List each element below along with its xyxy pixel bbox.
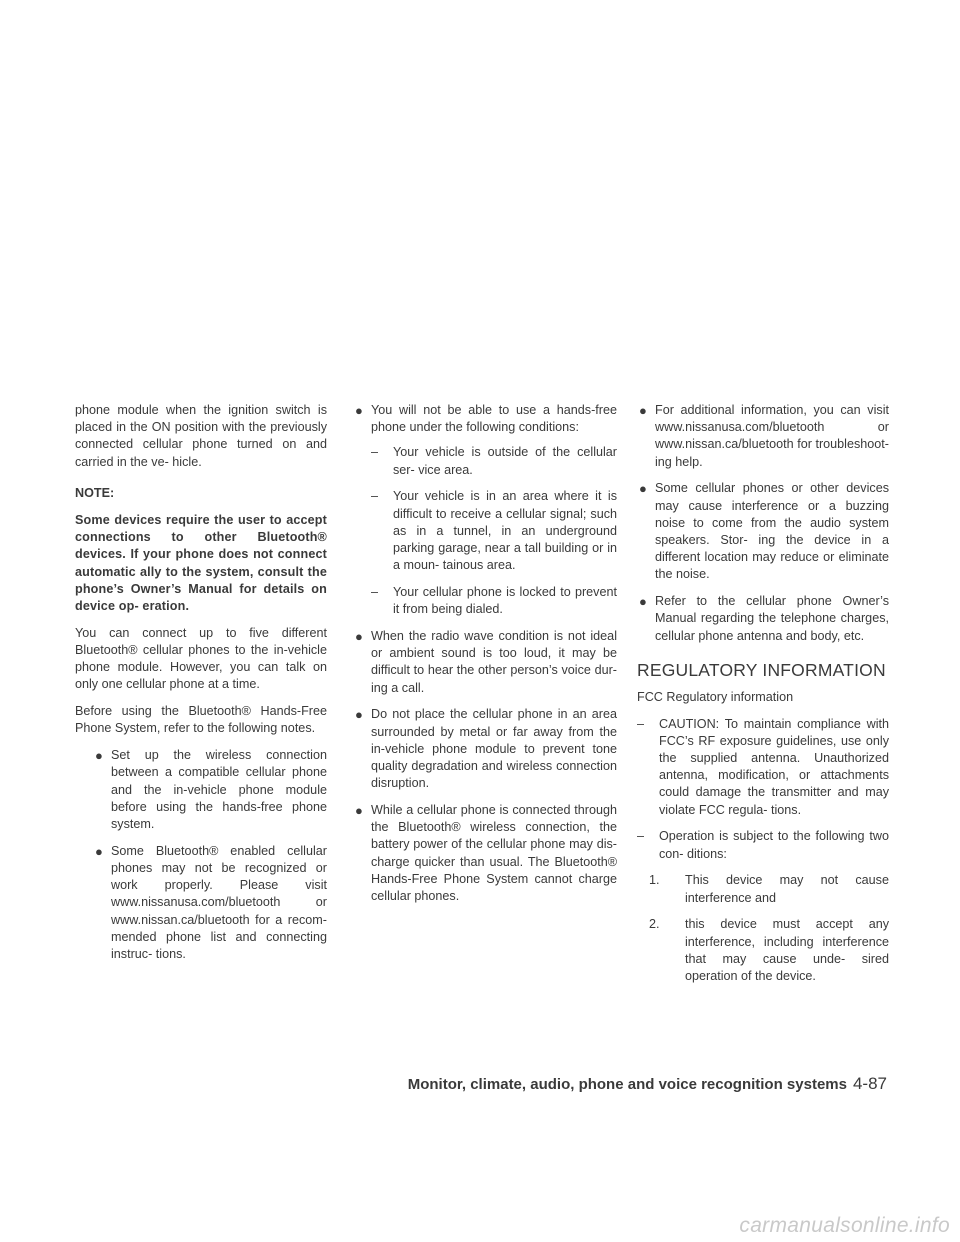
- bullet-icon: ●: [355, 403, 363, 418]
- column-middle: [353, 402, 617, 915]
- numbered-text: this device must accept any interference, including interference that may cause unde- sired operation of the device.: [685, 917, 889, 984]
- dash-text: Operation is subject to the following two con- ditions:: [659, 829, 889, 861]
- bullet-text: Some cellular phones or other devices may cause interference or a buzzing noise to come from the audio system speakers. Stor- ing the device in a different location may reduce or eliminate the noise.: [655, 481, 889, 582]
- bullet-text: Refer to the cellular phone Owner’s Manual regarding the telephone charges, cellular phone antenna and body, etc.: [655, 594, 889, 643]
- page-footer: [408, 1074, 887, 1094]
- item-number: 1.: [649, 873, 660, 888]
- dash-text: Your vehicle is in an area where it is difficult to receive a cellular signal; such as in a tunnel, in an underground parking garage, near a tall building or in a moun- tainous area.: [393, 489, 617, 573]
- note-heading: NOTE:: [75, 485, 115, 500]
- watermark: carmanualsonline.info: [739, 1214, 950, 1237]
- page-number: 4-87: [852, 1074, 887, 1093]
- dash-icon: –: [637, 716, 645, 731]
- bullet-item: [637, 480, 889, 583]
- bullet-item: [353, 628, 617, 697]
- dash-icon: –: [371, 489, 379, 504]
- section-heading: REGULATORY INFORMATION: [637, 659, 886, 680]
- numbered-item: [649, 872, 889, 906]
- dash-item: [371, 584, 617, 618]
- bullet-item: [353, 802, 617, 905]
- item-number: 2.: [649, 917, 660, 932]
- bullet-icon: ●: [95, 843, 103, 859]
- bullet-text: When the radio wave condition is not ideal or ambient sound is too loud, it may be difficult to hear the other person’s voice dur- ing a call.: [371, 629, 617, 695]
- bullet-icon: ●: [355, 707, 363, 723]
- bullet-text: While a cellular phone is connected through the Bluetooth® wireless connection, the battery power of the cellular phone may dis- charge quicker than usual. The Bluetooth® Hands-Free Phone System cannot charge cellular phones.: [371, 803, 617, 904]
- column-left: [75, 402, 327, 973]
- dash-item: [637, 828, 889, 862]
- bullet-icon: ●: [355, 803, 363, 819]
- bullet-item: [353, 706, 617, 792]
- dash-text: Your cellular phone is locked to prevent it from being dialed.: [393, 585, 617, 617]
- column-right: [637, 402, 889, 995]
- bullet-text: Some Bluetooth® enabled cellular phones may not be recognized or work properly. Please visit www.nissanusa.com/bluetooth or www.nissan.ca/bluetooth for a recom- mended phone list and connecting instruc- tions.: [111, 843, 327, 962]
- bullet-text: For additional information, you can visit www.nissanusa.com/bluetooth or www.nissan.ca/bluetooth for troubleshoot- ing help.: [655, 403, 889, 469]
- bullet-icon: ●: [355, 629, 363, 645]
- numbered-item: [649, 916, 889, 985]
- dash-icon: –: [371, 585, 379, 600]
- dash-text: CAUTION: To maintain compliance with FCC’s RF exposure guidelines, use only the supplied antenna. Unauthorized antenna, modification, or attachments could damage the transmitter and may violate FCC regula- tions.: [659, 716, 889, 817]
- note-body: Some devices require the user to accept connections to other Bluetooth® devices. If your phone does not connect automatic ally to the system, consult the phone’s Owner’s Manual for details on device op- eration.: [75, 513, 327, 614]
- bullet-icon: ●: [95, 748, 103, 764]
- fcc-label: FCC Regulatory information: [637, 689, 794, 704]
- dash-text: Your vehicle is outside of the cellular ser- vice area.: [393, 445, 617, 477]
- paragraph-intro: phone module when the ignition switch is placed in the ON position with the previously connected cellular phone turned on and carried in the ve- hicle.: [75, 403, 327, 469]
- bullet-item: [637, 593, 889, 645]
- bullet-icon: ●: [639, 403, 647, 418]
- dash-icon: –: [637, 829, 645, 844]
- bullet-item: [353, 402, 617, 436]
- paragraph-connect: You can connect up to five different Bluetooth® cellular phones to the in-vehicle phone module. However, you can talk on only one cellular phone at a time.: [75, 625, 327, 692]
- dash-item: [371, 444, 617, 478]
- bullet-text: You will not be able to use a hands-free phone under the following conditions:: [371, 403, 617, 435]
- bullet-text: Do not place the cellular phone in an area surrounded by metal or far away from the in-vehicle phone module to prevent tone quality degradation and wireless connection disruption.: [371, 707, 617, 791]
- bullet-icon: ●: [639, 594, 647, 610]
- paragraph-before-using: Before using the Bluetooth® Hands-Free Phone System, refer to the following notes.: [75, 704, 327, 736]
- bullet-item: [93, 747, 327, 833]
- numbered-text: This device may not cause interference and: [685, 873, 889, 905]
- bullet-text: Set up the wireless connection between a compatible cellular phone and the in-vehicle phone module before using the hands-free phone system.: [111, 748, 327, 832]
- bullet-icon: ●: [639, 481, 647, 497]
- bullet-item: [637, 402, 889, 471]
- dash-item: [371, 488, 617, 574]
- section-title: Monitor, climate, audio, phone and voice recognition systems: [407, 1076, 847, 1093]
- dash-item: [637, 716, 889, 819]
- bullet-item: [93, 843, 327, 963]
- dash-icon: –: [371, 445, 379, 460]
